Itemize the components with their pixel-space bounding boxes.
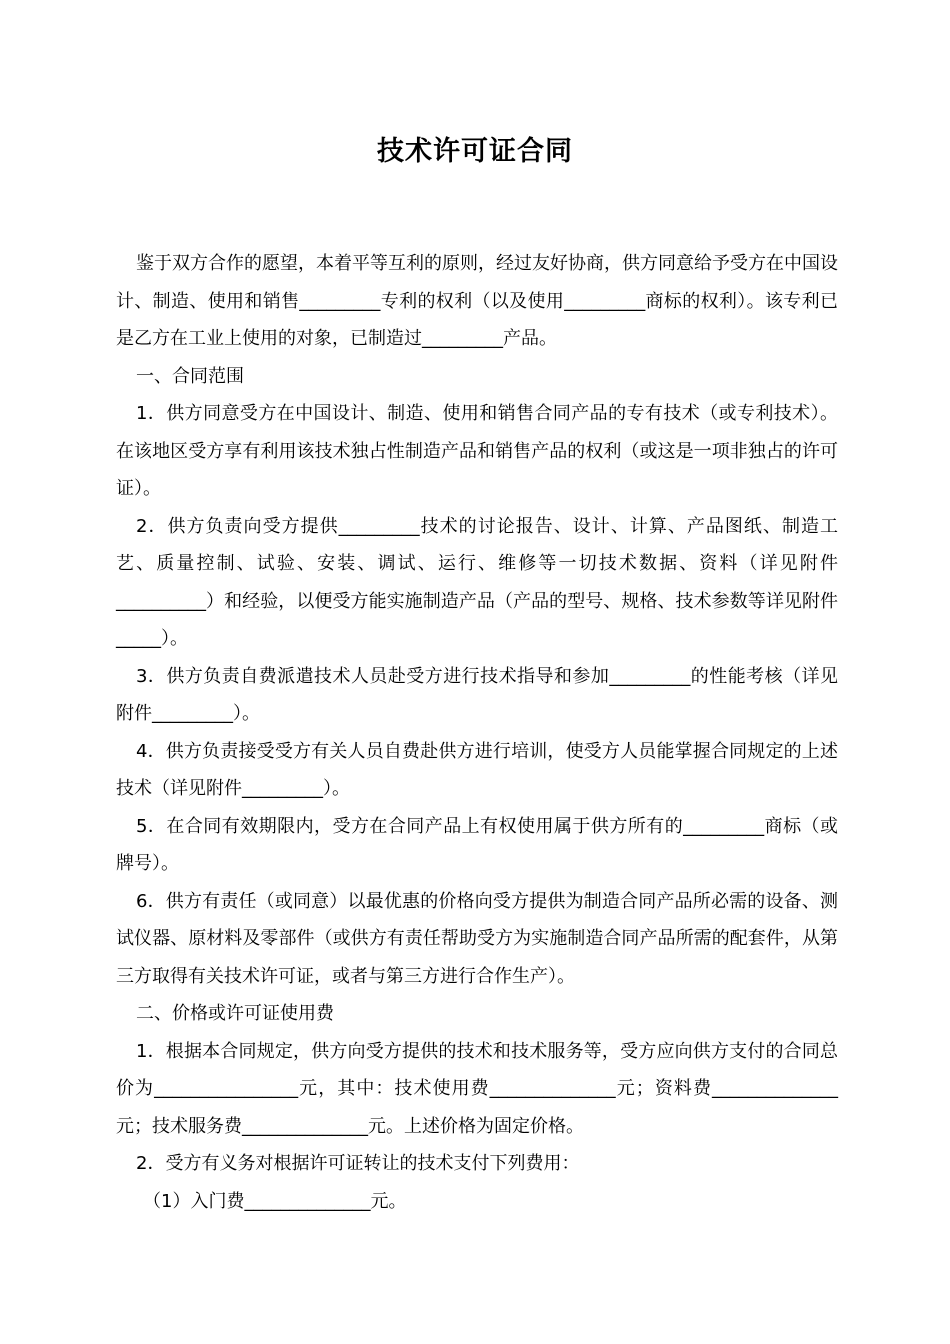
- document-title: 技术许可证合同: [377, 136, 573, 167]
- clause-2-2: 2．受方有义务对根据许可证转让的技术支付下列费用：: [136, 1153, 580, 1174]
- preamble-paragraph: 鉴于双方合作的愿望，本着平等互利的原则，经过友好协商，供方同意给予受方在中国设计、制造、使用和销售_________专利的权利（以及使用_________商标的权利）。该专利已是乙方在工业上使用的对象，已制造过_________产品。: [116, 253, 838, 349]
- clause-2-1: 1．根据本合同规定，供方向受方提供的技术和技术服务等，受方应向供方支付的合同总价为________________元，其中：技术使用费______________元；资料费______________元；技术服务费______________元。上述价格为固定价格。: [116, 1040, 838, 1137]
- document-body: [116, 245, 838, 1220]
- clause-1-4: 4．供方负责接受受方有关人员自费赴供方进行培训，使受方人员能掌握合同规定的上述技术（详见附件_________）。: [116, 740, 838, 799]
- clause-1-2: 2．供方负责向受方提供_________技术的讨论报告、设计、计算、产品图纸、制造工艺、质量控制、试验、安装、调试、运行、维修等一切技术数据、资料（详见附件__________）和经验，以便受方能实施制造产品（产品的型号、规格、技术参数等详见附件_____）。: [116, 515, 838, 649]
- clause-2-2-item-1: （1）入门费______________元。: [143, 1190, 407, 1212]
- clause-1-5: 5．在合同有效期限内，受方在合同产品上有权使用属于供方所有的_________商标（或牌号）。: [116, 815, 838, 874]
- clause-1-1: 1．供方同意受方在中国设计、制造、使用和销售合同产品的专有技术（或专利技术）。在该地区受方享有利用该技术独占性制造产品和销售产品的权利（或这是一项非独占的许可证）。: [116, 403, 838, 499]
- clause-1-6: 6．供方有责任（或同意）以最优惠的价格向受方提供为制造合同产品所必需的设备、测试仪器、原材料及零部件（或供方有责任帮助受方为实施制造合同产品所需的配套件，从第三方取得有关技术许可证，或者与第三方进行合作生产）。: [116, 890, 838, 987]
- section-heading-scope: 一、合同范围: [136, 365, 244, 387]
- section-heading-price: 二、价格或许可证使用费: [136, 1003, 334, 1024]
- clause-1-3: 3．供方负责自费派遣技术人员赴受方进行技术指导和参加_________的性能考核（详见附件_________）。: [116, 665, 838, 724]
